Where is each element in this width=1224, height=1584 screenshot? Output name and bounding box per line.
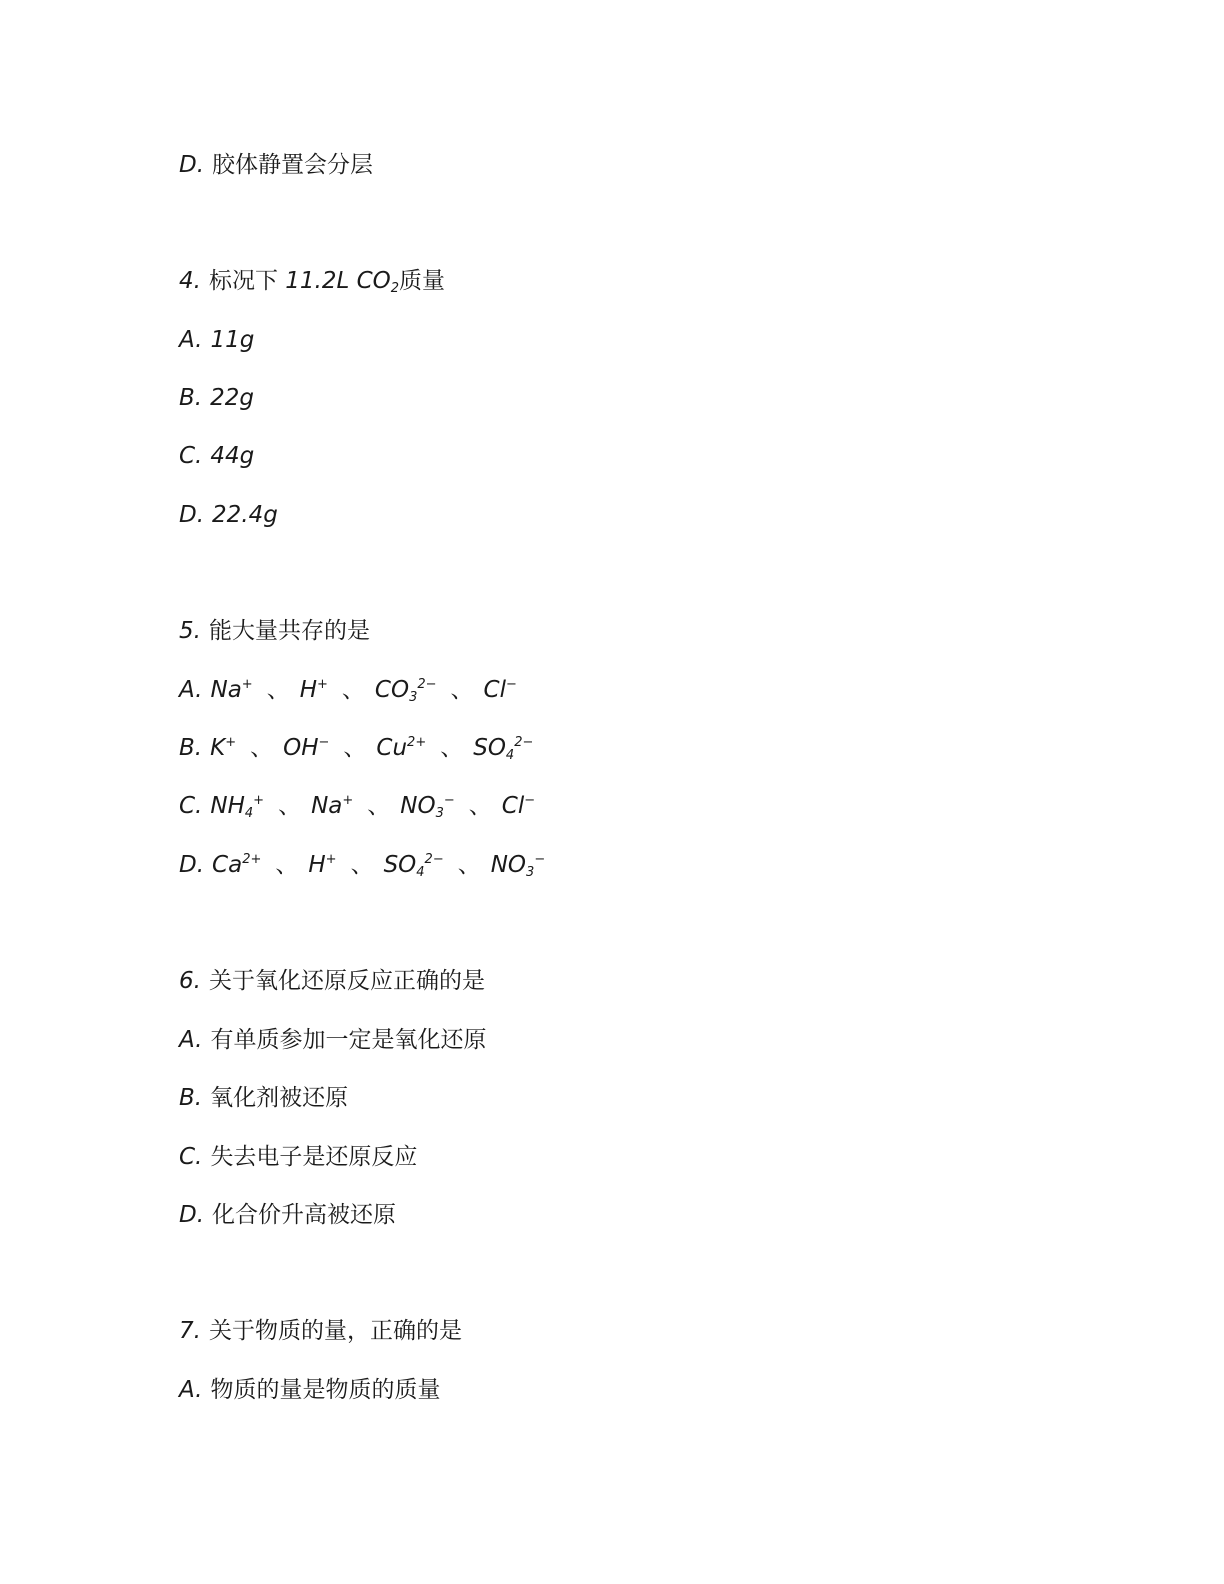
q4-option-b [179, 383, 254, 413]
ion-separator: 、 [250, 735, 274, 761]
option-label: D. [179, 852, 205, 878]
q4-option-a [179, 325, 254, 355]
q6-option-c [179, 1142, 417, 1172]
option-label: D. [179, 152, 205, 178]
ion-separator: 、 [450, 677, 474, 703]
q5-option-b [179, 733, 533, 763]
ion-separator: 、 [350, 852, 374, 878]
option-label: A. [179, 1027, 203, 1053]
option-text: 有单质参加一定是氧化还原 [210, 1027, 487, 1053]
option-text: 22g [210, 385, 254, 411]
option-label: A. [179, 1377, 203, 1403]
q6-option-a [179, 1025, 486, 1055]
question-5-stem [179, 616, 370, 646]
q6-option-b [179, 1083, 348, 1113]
ion: Na+ [311, 793, 354, 819]
ion: $SO_4^{2-}$ [383, 852, 444, 880]
stem-text: 关于物质的量，正确的是 [208, 1318, 462, 1344]
ion-separator: 、 [278, 793, 302, 819]
option-label: C. [179, 1144, 203, 1170]
stem-text: 能大量共存的是 [208, 618, 370, 644]
ion-separator: 、 [440, 735, 464, 761]
stem-formula: 11.2L CO [285, 268, 391, 294]
question-6-stem [179, 966, 485, 996]
option-label: A. [179, 677, 203, 703]
q7-option-a [179, 1375, 440, 1405]
ion: H+ [299, 677, 328, 703]
stem-subscript: 2 [390, 281, 400, 296]
option-label: C. [179, 793, 203, 819]
ion-separator: 、 [275, 852, 299, 878]
question-number: 5. [179, 618, 201, 644]
ion: $CO_3^{2-}$ [374, 677, 437, 705]
option-label: D. [179, 502, 205, 528]
q5-option-a [179, 675, 517, 705]
option-text: 氧化剂被还原 [210, 1085, 349, 1111]
option-label: B. [179, 1085, 203, 1111]
ion: K+ [210, 735, 237, 761]
option-text: 物质的量是物质的质量 [210, 1377, 441, 1403]
q4-option-d [179, 500, 278, 530]
option-text: 胶体静置会分层 [212, 152, 374, 178]
q6-option-d [179, 1200, 396, 1230]
ion: Cl− [501, 793, 536, 819]
option-label: B. [179, 385, 203, 411]
ion: $Cu^{2+}$ [376, 735, 427, 761]
ion: $SO_4^{2-}$ [473, 735, 534, 763]
option-text: 22.4g [212, 502, 278, 528]
question-number: 4. [179, 268, 201, 294]
ion-separator: 、 [457, 852, 481, 878]
q3-option-d [179, 150, 373, 180]
stem-text: 标况下 [208, 268, 286, 294]
stem-text-post: 质量 [399, 268, 446, 294]
question-number: 6. [179, 968, 201, 994]
option-text: 化合价升高被还原 [212, 1202, 397, 1228]
ion: OH− [283, 735, 330, 761]
option-label: C. [179, 443, 203, 469]
ion: H+ [308, 852, 337, 878]
question-number: 7. [179, 1318, 201, 1344]
option-text: 11g [210, 327, 255, 353]
ion: $NH_4^+$ [210, 793, 265, 821]
ion: Cl− [483, 677, 517, 703]
q5-option-d [179, 850, 545, 880]
ion-separator: 、 [468, 793, 492, 819]
option-label: D. [179, 1202, 205, 1228]
question-4-stem [179, 266, 445, 296]
q4-option-c [179, 441, 254, 471]
ion: $Ca^{2+}$ [212, 852, 262, 878]
ion: $NO_3^-$ [400, 793, 455, 821]
option-label: A. [179, 327, 203, 353]
option-text: 失去电子是还原反应 [210, 1144, 418, 1170]
ion: Na+ [210, 677, 253, 703]
ion: $NO_3^-$ [490, 852, 546, 880]
ion-separator: 、 [266, 677, 290, 703]
option-text: 44g [210, 443, 255, 469]
ion-separator: 、 [367, 793, 391, 819]
ion-separator: 、 [341, 677, 365, 703]
question-7-stem [179, 1316, 462, 1346]
q5-option-c [179, 791, 535, 821]
ion-separator: 、 [343, 735, 367, 761]
option-label: B. [179, 735, 203, 761]
stem-text: 关于氧化还原反应正确的是 [208, 968, 485, 994]
